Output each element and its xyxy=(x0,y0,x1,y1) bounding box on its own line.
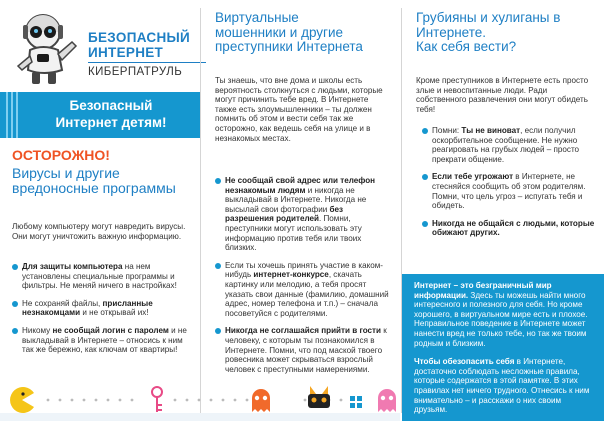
fraudsters-intro: Ты знаешь, что вне дома и школы есть вероятность столкнуться с людьми, которые могут причинить тебе вред. В Интернете также есть злоумышленники – ты должен помнить об этом и вести себя так же осторожно, как ведешь себя на улице и в незнакомых местах. xyxy=(215,76,383,143)
robot-mascot-icon xyxy=(10,10,80,86)
brand-title-line2: ИНТЕРНЕТ xyxy=(88,45,164,60)
tip-bold: не сообщай логин с паролем xyxy=(52,325,169,335)
pink-ghost-icon xyxy=(378,389,396,412)
tip-text: , скачать картинку или мелодию, а тебя просят указать свои данные (фамилию, домашний адрес, номер телефона и т.п.) – сначала посоветуйся с родителями. xyxy=(225,270,389,318)
keyhole-icon xyxy=(152,387,162,412)
info-bold: Интернет – это безграничный мир информации. xyxy=(414,281,552,300)
info-text: Здесь ты можешь найти много интересного и полезного для себя. Но кроме хорошего, в виртуальном мире есть и плохое. Неправильное поведение в Интернете может нанести вред не только тебе, но так же твоим родным и близким. xyxy=(414,290,588,348)
tip-bold: Если тебе угрожают xyxy=(432,172,514,182)
title-line2: мошенники и другие xyxy=(215,24,344,40)
banner-stripes-decoration xyxy=(6,92,20,138)
list-item xyxy=(12,326,194,355)
banner-line2: Интернет детям! xyxy=(55,115,167,130)
info-bold: Чтобы обезопасить себя xyxy=(414,357,515,367)
tip-bold: интернет-конкурсе xyxy=(253,270,329,280)
brand-title xyxy=(88,30,206,60)
tip-bold: Не сообщай свой адрес или телефон незнакомым людям xyxy=(225,176,376,195)
section-title-line2: вредоносные программы xyxy=(12,180,176,196)
tip-text: в Интернете, не стесняйся сообщить об этом родителям. Помни, что цель угроз – испугать тебя и обидеть. xyxy=(432,172,586,211)
title-line1: Грубияны и хулиганы в xyxy=(416,10,561,25)
title-line2: Интернете. xyxy=(416,24,487,40)
title-line3: Как себя вести? xyxy=(416,39,517,54)
horned-monster-icon xyxy=(308,386,330,408)
tip-text: и не открывай их! xyxy=(80,308,149,318)
fraudsters-tips-list xyxy=(215,176,393,382)
tip-bold: Никогда не общайся с людьми, которые обижают других. xyxy=(432,218,595,238)
info-box xyxy=(402,274,604,421)
tip-bold: Никогда не соглашайся прийти в гости xyxy=(225,326,381,336)
banner-safe-internet xyxy=(0,92,200,138)
arcade-grid-icon xyxy=(350,396,362,408)
arcade-decoration-strip xyxy=(0,374,400,421)
list-item xyxy=(422,219,596,238)
tip-pre: Если ты хочешь принять участие в каком-нибудь xyxy=(225,260,383,280)
info-paragraph xyxy=(414,357,596,415)
list-item xyxy=(215,176,393,253)
tip-text: и не выкладывай в Интернете – относись к ним так же бережно, как ключам от квартиры! xyxy=(22,325,187,355)
bullies-title xyxy=(416,11,596,55)
column-bullies xyxy=(402,0,604,421)
list-item xyxy=(12,262,194,291)
brand-title-line1: БЕЗОПАСНЫЙ xyxy=(88,30,191,45)
list-item xyxy=(215,326,393,374)
tip-pre: Не сохраняй файлы, xyxy=(22,298,103,308)
brand-logo xyxy=(10,10,200,88)
tip-bold: без разрешения родителей xyxy=(225,204,344,224)
tip-bold: Для защиты компьютера xyxy=(22,262,123,271)
tip-text: . Помни, преступники могут использовать эту информацию против тебя или твоих близких. xyxy=(225,214,362,253)
list-item xyxy=(422,172,596,210)
tip-bold: Ты не виноват xyxy=(461,126,521,135)
title-line3: преступники Интернета xyxy=(215,39,363,54)
list-item xyxy=(12,299,194,318)
banner-line1: Безопасный xyxy=(69,98,153,113)
section-title-viruses xyxy=(12,166,194,196)
column-fraudsters xyxy=(201,0,401,421)
tip-text: и никогда не выкладывай в Интернете. Никогда не высылай свои фотографии xyxy=(225,185,367,214)
info-paragraph xyxy=(414,281,596,348)
info-text: в Интернете, достаточно соблюдать несложные правила, которые содержатся в этой памятке. В этих правилах нет ничего трудного. Отнесись к ним внимательно – и расскажи о них своим друзьям. xyxy=(414,357,590,415)
brand-divider xyxy=(88,62,206,63)
section-title-line1: Вирусы и другие xyxy=(12,165,120,181)
arcade-icons xyxy=(0,374,400,421)
viruses-tips-list xyxy=(12,262,194,363)
bullies-tips-list xyxy=(422,126,596,246)
tip-bold: присланные незнакомцами xyxy=(22,298,153,318)
brand-subtitle: КИБЕРПАТРУЛЬ xyxy=(88,66,183,78)
tip-pre: Помни: xyxy=(432,126,462,135)
fraudsters-title xyxy=(215,11,395,55)
pacman-icon xyxy=(10,387,34,413)
tip-text: к человеку, с которым ты познакомился в Интернете. Помни, что под маской твоего ровесника может скрываться взрослый человек с преступными намерениями. xyxy=(225,326,387,374)
orange-ghost-icon xyxy=(252,389,270,412)
viruses-intro: Любому компьютеру могут навредить вирусы. Они могут уничтожить важную информацию. xyxy=(12,222,186,241)
tip-pre: Никому xyxy=(22,325,53,335)
title-line1: Виртуальные xyxy=(215,10,299,25)
bullies-intro: Кроме преступников в Интернете есть просто злые и невоспитанные люди. Ради собственного развлечения они могут обидеть тебя! xyxy=(416,76,589,114)
tip-text: на нем установлены специальные программы и фильтры. Не меняй ничего в настройках! xyxy=(22,262,177,291)
pellet-dots xyxy=(47,399,343,402)
column-viruses xyxy=(0,0,200,421)
tip-text: , если получил оскорбительное сообщение. Не нужно реагировать на грубых людей – просто прекрати общение. xyxy=(432,126,580,164)
list-item xyxy=(215,261,393,319)
banner-text xyxy=(30,97,192,131)
list-item xyxy=(422,126,596,164)
warning-heading: ОСТОРОЖНО! xyxy=(12,147,110,163)
